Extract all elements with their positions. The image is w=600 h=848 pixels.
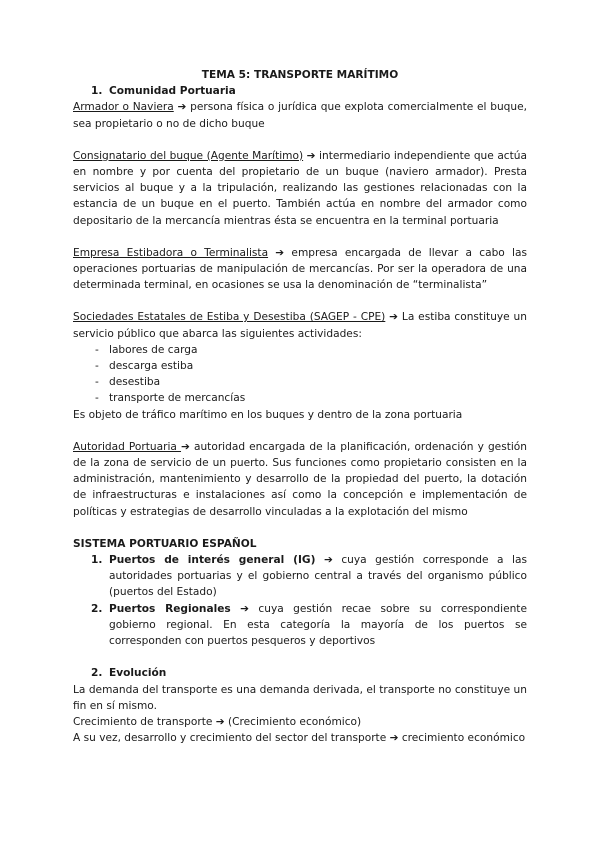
paragraph-sagep bbox=[73, 309, 527, 341]
def-estibadora: ➔ empresa encargada de llevar a cabo las operaciones portuarias de manipulación de mercancías. Por ser la operadora de una determinada terminal, en ocasiones se usa la denominación de “terminalista” bbox=[73, 246, 527, 292]
list-item: - desestiba bbox=[95, 374, 527, 390]
list-item-puertos-regionales: 2. Puertos Regionales ➔ cuya gestión recae sobre su correspondiente gobierno regional. En esta categoría la mayoría de los puertos se corresponden con puertos pesqueros y deportivos bbox=[91, 602, 527, 648]
term-consignatario: Consignatario del buque (Agente Marítimo) bbox=[73, 149, 304, 162]
heading-comunidad-portuaria bbox=[73, 83, 527, 99]
heading-sistema-portuario: SISTEMA PORTUARIO ESPAÑOL bbox=[73, 537, 257, 550]
document-page bbox=[73, 67, 527, 746]
def-autoridad: ➔ autoridad encargada de la planificación, ordenación y gestión de la zona de servicio de un puerto. Sus funciones como propietario consisten en la administración, mantenimiento y desarrollo de la propiedad del puerto, la dotación de infraestructuras e instalaciones así como la concepción e implementación de políticas y estrategias de desarrollo vinculadas a la explotación del mismo bbox=[73, 440, 527, 518]
paragraph-evolucion-3: A su vez, desarrollo y crecimiento del sector del transporte ➔ crecimiento económico bbox=[73, 732, 526, 745]
def-sagep: ➔ La estiba constituye un servicio público que abarca las siguientes actividades: bbox=[73, 311, 527, 340]
paragraph-consignatario bbox=[73, 148, 527, 229]
list-item: - descarga estiba bbox=[95, 358, 527, 374]
term-autoridad: Autoridad Portuaria bbox=[73, 440, 182, 453]
heading-evolucion bbox=[73, 665, 527, 681]
list-item: - transporte de mercancías bbox=[95, 390, 527, 406]
term-armador: Armador o Naviera bbox=[73, 101, 174, 114]
paragraph-evolucion-2: Crecimiento de transporte ➔ (Crecimiento económico) bbox=[73, 715, 362, 728]
page-title: TEMA 5: TRANSPORTE MARÍTIMO bbox=[201, 69, 399, 81]
paragraph-armador bbox=[73, 99, 527, 131]
def-armador: ➔ persona física o jurídica que explota comercialmente el buque, sea propietario o no de dicho buque bbox=[73, 101, 527, 130]
def-consignatario: ➔ intermediario independiente que actúa en nombre y por cuenta del propietario de un buque (naviero armador). Presta servicios al buque y a la tripulación, realizando las gestiones relacionadas con la estancia de un buque en el puerto. También actúa en nombre del armador como depositario de la mercancía mientras ésta se encuentra en la terminal portuaria bbox=[73, 149, 527, 227]
heading-text: Comunidad Portuaria bbox=[109, 85, 236, 98]
paragraph-estibadora bbox=[73, 245, 527, 294]
heading-number: 2. bbox=[91, 667, 103, 680]
puertos-list bbox=[73, 552, 527, 649]
list-item: - labores de carga bbox=[95, 342, 527, 358]
list-item-puertos-ig: 1. Puertos de interés general (IG) ➔ cuya gestión corresponde a las autoridades portuarias y el gobierno central a través del organismo público (puertos del Estado) bbox=[91, 554, 527, 599]
paragraph-evolucion-1: La demanda del transporte es una demanda derivada, el transporte no constituye un fin en sí mismo. bbox=[73, 683, 527, 712]
term-estibadora: Empresa Estibadora o Terminalista bbox=[73, 246, 269, 259]
term-sagep: Sociedades Estatales de Estiba y Desestiba (SAGEP - CPE) bbox=[73, 311, 386, 324]
paragraph-sagep-after: Es objeto de tráfico marítimo en los buques y dentro de la zona portuaria bbox=[73, 408, 463, 421]
heading-text: Evolución bbox=[109, 667, 167, 680]
paragraph-autoridad bbox=[73, 439, 527, 520]
heading-number: 1. bbox=[91, 85, 103, 98]
estiba-activities-list bbox=[73, 342, 527, 407]
